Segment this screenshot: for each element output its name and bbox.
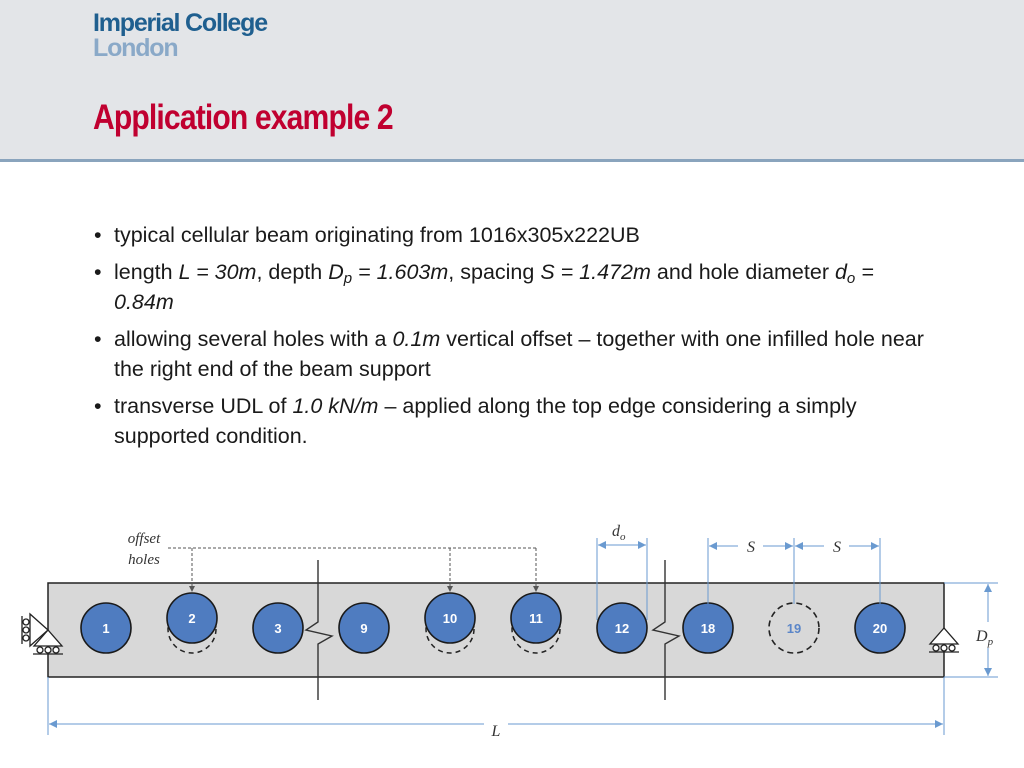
length-dimension xyxy=(48,677,944,740)
logo-line-1: Imperial College xyxy=(93,9,267,37)
bullet-2-text-3: , spacing xyxy=(448,260,541,284)
bullet-2-text-1: length xyxy=(114,260,179,284)
hole-10-label: 10 xyxy=(442,611,458,626)
bullet-4-text-2: – applied along the top edge considering a simply supported condition. xyxy=(114,394,857,448)
hole-20-label: 20 xyxy=(872,621,888,636)
diameter-subscript: o xyxy=(846,270,856,287)
hole-1-label: 1 xyxy=(102,621,110,636)
offset-label-line-1: offset xyxy=(127,531,161,547)
diameter-number: = 0.84m xyxy=(114,260,874,314)
offset-label-line-2: holes xyxy=(128,552,160,568)
hole-2-label: 2 xyxy=(188,611,196,626)
hole-3-label: 3 xyxy=(274,621,282,636)
s-label-1: S xyxy=(747,539,755,556)
diameter-symbol: d xyxy=(834,260,847,284)
hole-11-label: 11 xyxy=(529,611,543,626)
logo-line-2: London xyxy=(93,34,178,62)
bullet-3-text-1: allowing several holes with a xyxy=(114,327,393,351)
load-value: 1.0 kN/m xyxy=(292,394,379,418)
bullet-2-text-4: and hole diameter xyxy=(650,260,835,284)
s-label-2: S xyxy=(833,539,841,556)
bullet-3-text-2: vertical offset – together with one infilled hole near the right end of the beam support xyxy=(114,327,924,381)
do-label: $d_o$ xyxy=(612,523,626,543)
depth-dimension xyxy=(944,583,998,677)
infilled-hole-19-label: 19 xyxy=(786,621,802,636)
hole-12-label: 12 xyxy=(614,621,630,636)
l-label: L xyxy=(491,723,501,740)
dp-label: $D_p$ xyxy=(976,628,994,648)
spacing-value: S = 1.472m xyxy=(540,260,651,284)
bullet-2-text-2: , depth xyxy=(256,260,329,284)
length-value: L = 30m xyxy=(178,260,257,284)
hole-9-label: 9 xyxy=(360,621,368,636)
depth-symbol: D xyxy=(328,260,344,284)
offset-value: 0.1m xyxy=(392,327,441,351)
depth-subscript: p xyxy=(343,270,353,287)
slide-title: Application example 2 xyxy=(93,98,393,137)
bullet-1-text: typical cellular beam originating from 1016x305x222UB xyxy=(114,223,640,247)
depth-number: = 1.603m xyxy=(352,260,449,284)
bullet-4-text-1: transverse UDL of xyxy=(114,394,293,418)
hole-18-label: 18 xyxy=(700,621,716,636)
